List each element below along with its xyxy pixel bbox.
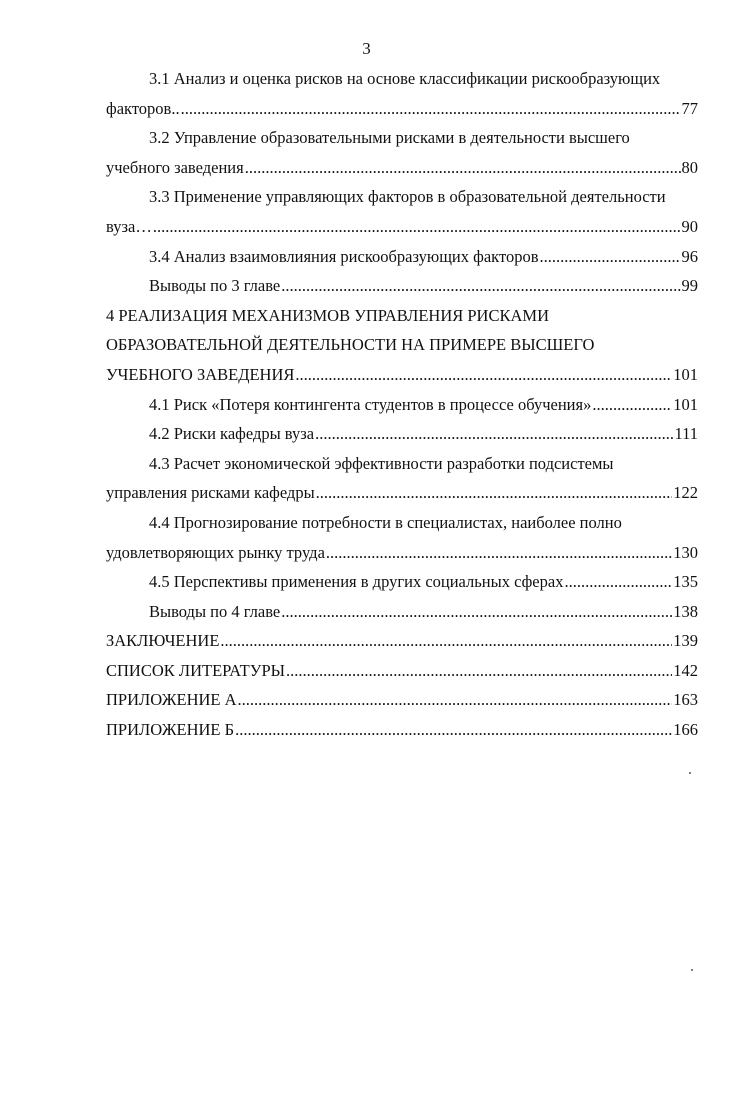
toc-3-3-leader xyxy=(106,212,698,242)
toc-conclusions-3 xyxy=(106,271,698,301)
toc-4-4-page: 130 xyxy=(673,542,698,562)
dot-leader xyxy=(220,626,672,656)
toc-4-2-page: 111 xyxy=(674,424,698,444)
toc-appendix-a-title: ПРИЛОЖЕНИЕ А xyxy=(106,690,237,710)
toc-4-2-title: 4.2 Риски кафедры вуза xyxy=(149,424,315,444)
toc-4-4-title: 4.4 Прогнозирование потребности в специалистах, наиболее полно xyxy=(149,512,622,532)
toc-3-1-leader xyxy=(106,94,698,124)
toc-3-2-leader xyxy=(106,153,698,183)
toc-chapter-4-page: 101 xyxy=(673,364,698,384)
dot-leader xyxy=(181,94,681,124)
toc-3-2-title: 3.2 Управление образовательными рисками в деятельности высшего xyxy=(149,128,630,148)
toc-appendix-b xyxy=(106,715,698,745)
dot-leader xyxy=(238,685,673,715)
toc-conclusions-4 xyxy=(106,597,698,627)
toc-3-2-title-cont: учебного заведения xyxy=(106,157,244,177)
toc-conclusions-3-title: Выводы по 3 главе xyxy=(149,276,281,296)
toc-conclusions-4-page: 138 xyxy=(673,601,698,621)
toc-appendix-a xyxy=(106,685,698,715)
scan-speck xyxy=(689,772,691,774)
toc-4-5-title: 4.5 Перспективы применения в других социальных сферах xyxy=(149,572,564,592)
toc-4-1-title: 4.1 Риск «Потеря контингента студентов в процессе обучения» xyxy=(149,394,592,414)
toc-4-4-title-cont: удовлетворяющих рынку труда xyxy=(106,542,325,562)
toc-conclusion xyxy=(106,626,698,656)
dot-leader xyxy=(315,419,673,449)
toc-references-page: 142 xyxy=(673,660,698,680)
dot-leader xyxy=(235,715,672,745)
toc-3-3-title-cont: вуза… xyxy=(106,216,152,236)
table-of-contents xyxy=(106,64,698,745)
toc-4-3-title-cont: управления рисками кафедры xyxy=(106,483,315,503)
toc-4-5-page: 135 xyxy=(673,572,698,592)
toc-3-1-title-cont: факторов.. xyxy=(106,98,180,118)
toc-conclusions-3-page: 99 xyxy=(681,276,698,296)
toc-4-3-leader xyxy=(106,478,698,508)
toc-4-5 xyxy=(106,567,698,597)
toc-chapter-4-title: 4 РЕАЛИЗАЦИЯ МЕХАНИЗМОВ УПРАВЛЕНИЯ РИСКАМИ xyxy=(106,305,549,325)
toc-chapter-4-title-end: УЧЕБНОГО ЗАВЕДЕНИЯ xyxy=(106,364,295,384)
toc-3-4 xyxy=(106,242,698,272)
dot-leader xyxy=(153,212,681,242)
toc-chapter-4-leader xyxy=(106,360,698,390)
toc-chapter-4-title-cont: ОБРАЗОВАТЕЛЬНОЙ ДЕЯТЕЛЬНОСТИ НА ПРИМЕРЕ ВЫСШЕГО xyxy=(106,335,595,355)
toc-conclusion-title: ЗАКЛЮЧЕНИЕ xyxy=(106,631,220,651)
toc-4-1-page: 101 xyxy=(673,394,698,414)
dot-leader xyxy=(286,656,672,686)
dot-leader xyxy=(295,360,672,390)
dot-leader xyxy=(326,538,672,568)
dot-leader xyxy=(592,390,672,420)
toc-appendix-b-page: 166 xyxy=(673,720,698,740)
toc-3-1-page: 77 xyxy=(681,98,698,118)
dot-leader xyxy=(281,271,680,301)
toc-3-3-title: 3.3 Применение управляющих факторов в образовательной деятельности xyxy=(149,187,666,207)
dot-leader xyxy=(281,597,672,627)
toc-3-4-title: 3.4 Анализ взаимовлияния рискообразующих факторов xyxy=(149,246,539,266)
toc-4-3-title: 4.3 Расчет экономической эффективности разработки подсистемы xyxy=(149,453,614,473)
toc-references xyxy=(106,656,698,686)
toc-3-3-page: 90 xyxy=(681,216,698,236)
page-number: 3 xyxy=(362,39,371,58)
toc-conclusion-page: 139 xyxy=(673,631,698,651)
dot-leader xyxy=(539,242,680,272)
toc-appendix-a-page: 163 xyxy=(673,690,698,710)
toc-4-1 xyxy=(106,390,698,420)
dot-leader xyxy=(245,153,681,183)
toc-appendix-b-title: ПРИЛОЖЕНИЕ Б xyxy=(106,720,235,740)
toc-4-2 xyxy=(106,419,698,449)
dot-leader xyxy=(564,567,672,597)
toc-references-title: СПИСОК ЛИТЕРАТУРЫ xyxy=(106,660,286,680)
toc-conclusions-4-title: Выводы по 4 главе xyxy=(149,601,281,621)
toc-3-1-title: 3.1 Анализ и оценка рисков на основе классификации рискообразующих xyxy=(149,69,661,88)
toc-4-3-page: 122 xyxy=(673,483,698,503)
scan-speck xyxy=(691,969,693,971)
toc-4-4-leader xyxy=(106,538,698,568)
toc-3-4-page: 96 xyxy=(681,246,698,266)
dot-leader xyxy=(316,478,673,508)
toc-3-2-page: 80 xyxy=(681,157,698,177)
